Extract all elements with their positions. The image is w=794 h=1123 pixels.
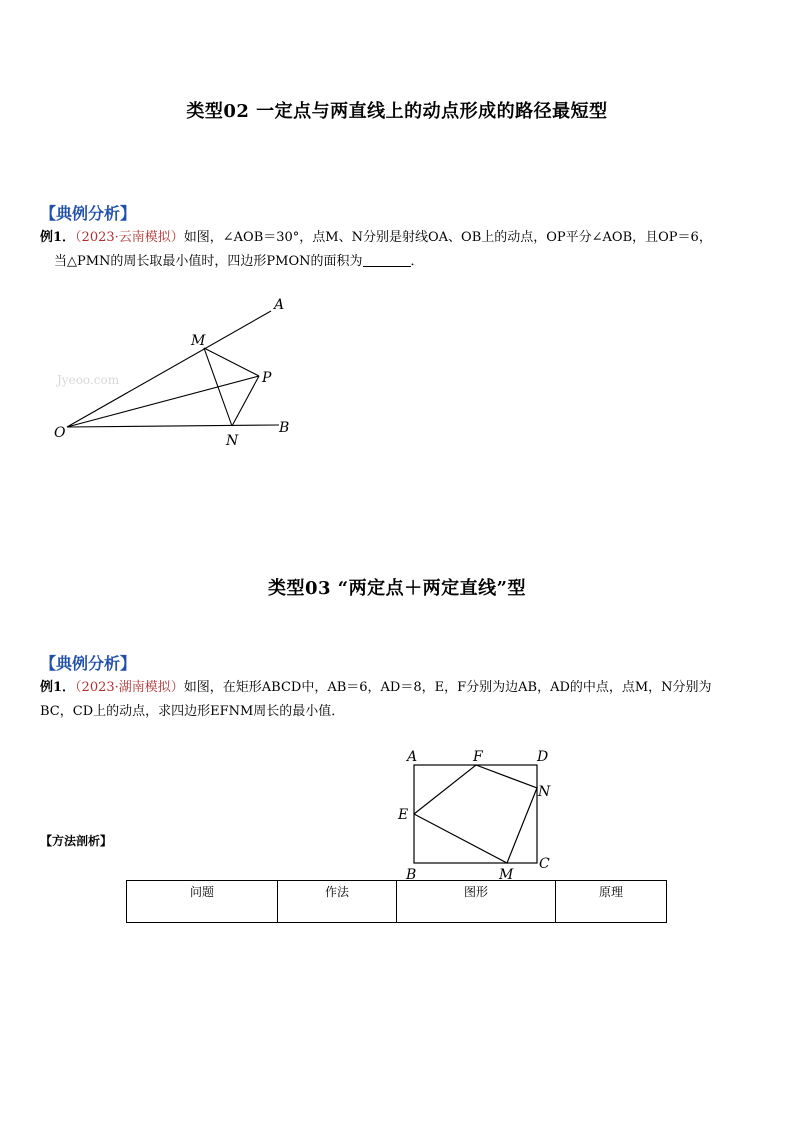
source-tag: （2023·湖南模拟） — [75, 680, 184, 695]
figure-rectangle-abcd — [390, 740, 565, 885]
section-title-type03: 类型03 “两定点＋两定直线”型 — [267, 578, 527, 599]
ray-ob — [67, 425, 279, 427]
label-a: A — [274, 297, 285, 313]
label-p: P — [262, 370, 272, 386]
label-o: O — [54, 425, 66, 441]
label-b: B — [406, 867, 417, 883]
example-number: 例1． — [40, 230, 76, 245]
example-text-1 — [40, 226, 712, 274]
label-f: F — [473, 749, 483, 765]
example-line-text: ． — [410, 254, 424, 269]
label-m: M — [499, 867, 514, 883]
table-header-cell: 原理 — [556, 881, 667, 923]
segment-pn — [232, 376, 259, 426]
example-line-text: 如图，∠AOB＝30°，点M、N分别是射线OA、OB上的动点，OP平分∠AOB，且OP＝6， — [183, 230, 712, 245]
label-n: N — [226, 433, 239, 449]
label-b: B — [279, 420, 290, 436]
example-line-text: BC，CD上的动点，求四边形EFNM周长的最小值． — [40, 704, 345, 719]
label-c: C — [539, 856, 550, 872]
example-line — [40, 700, 712, 724]
label-e: E — [398, 807, 409, 823]
example-line — [40, 250, 712, 274]
example-line-text: 如图，在矩形ABCD中，AB＝6，AD＝8，E，F分别为边AB，AD的中点，点M，N分别为 — [183, 680, 712, 695]
label-m: M — [191, 333, 206, 349]
quadrilateral-efnm — [414, 765, 537, 863]
example-text-2 — [40, 676, 712, 724]
section-subhead-example: 【典例分析】 — [40, 204, 137, 223]
section-subhead-example: 【典例分析】 — [40, 654, 137, 673]
section-title-type02: 类型02 一定点与两直线上的动点形成的路径最短型 — [186, 101, 608, 122]
label-n: N — [538, 784, 551, 800]
example-line-text: 当△PMN的周长取最小值时，四边形PMON的面积为 — [54, 254, 363, 269]
figure-angle-aob — [45, 290, 305, 450]
table-header-cell: 图形 — [397, 881, 556, 923]
label-a: A — [407, 749, 418, 765]
source-tag: （2023·云南模拟） — [75, 230, 184, 245]
example-line — [40, 676, 712, 700]
table-header-cell: 问题 — [127, 881, 278, 923]
answer-blank — [363, 253, 411, 267]
label-d: D — [537, 749, 549, 765]
table-header-cell: 作法 — [278, 881, 397, 923]
example-line — [40, 226, 712, 250]
example-number: 例1． — [40, 680, 76, 695]
method-table — [126, 880, 667, 923]
table-header-row — [127, 881, 667, 923]
watermark-text: Jyeoo.com — [57, 373, 120, 387]
method-label: 【方法剖析】 — [40, 834, 113, 848]
rectangle-abcd — [414, 765, 537, 863]
